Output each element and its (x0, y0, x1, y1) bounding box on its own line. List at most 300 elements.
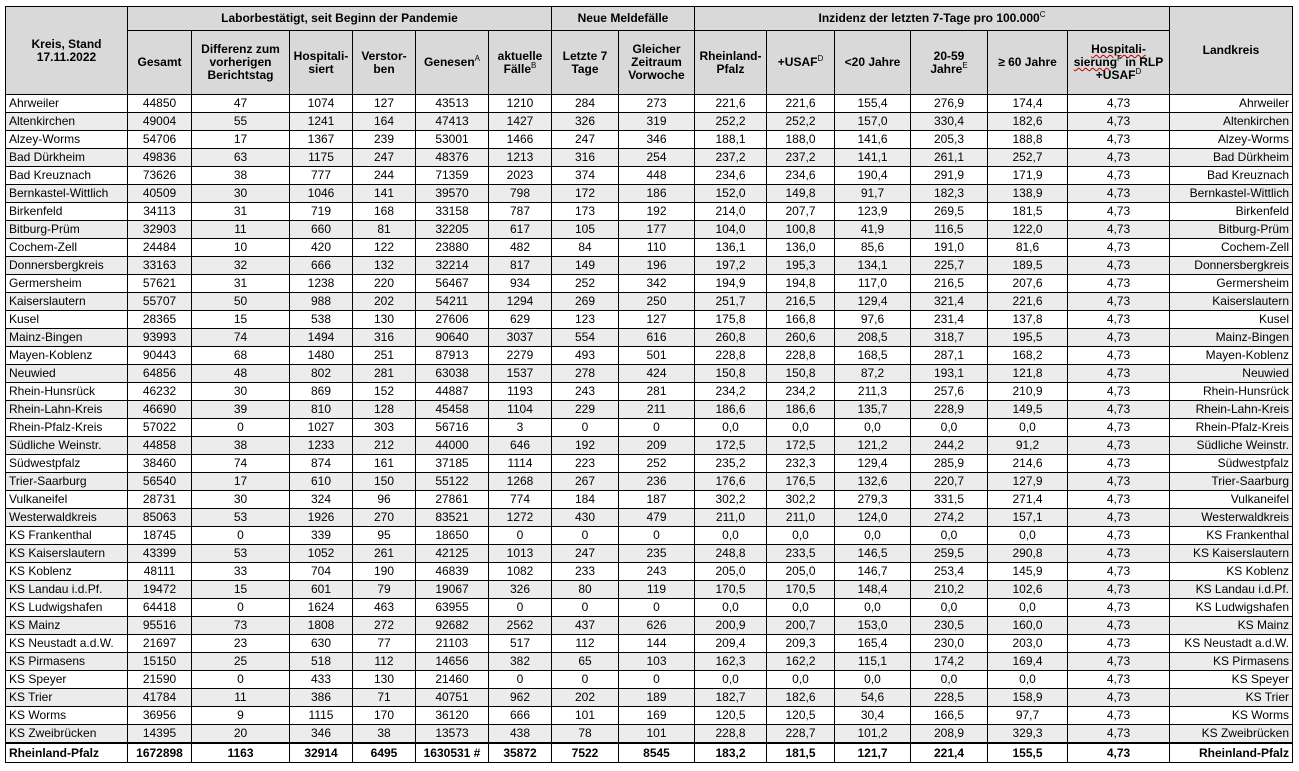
genesen-cell: 43513 (416, 95, 489, 113)
ab-60-cell: 0,0 (988, 419, 1068, 437)
neu-group-header: Neue Meldefälle (552, 7, 695, 31)
hospitalisierung-rate-cell: 4,73 (1068, 671, 1170, 689)
differenz-header: Differenz zum vorherigen Berichtstag (192, 31, 290, 95)
letzte-7-tage-cell: 269 (552, 293, 619, 311)
20-59-cell: 174,2 (911, 653, 988, 671)
unter-20-cell: 0,0 (835, 419, 911, 437)
verstorben-cell: 202 (353, 293, 416, 311)
20-59-cell: 330,4 (911, 113, 988, 131)
letzte-7-tage-cell: 554 (552, 329, 619, 347)
ab-60-cell: 207,6 (988, 275, 1068, 293)
gesamt-cell: 34113 (128, 203, 192, 221)
kreis-cell: Bernkastel-Wittlich (6, 185, 128, 203)
letzte-7-tage-cell: 326 (552, 113, 619, 131)
rlp-inzidenz-cell: 0,0 (695, 599, 767, 617)
letzte-7-tage-cell: 173 (552, 203, 619, 221)
total-hospitalisiert-cell: 32914 (290, 743, 353, 763)
differenz-cell: 17 (192, 473, 290, 491)
kreis-cell: KS Ludwigshafen (6, 599, 128, 617)
gleicher-zeitraum-cell: 281 (619, 383, 695, 401)
table-row (6, 401, 1293, 419)
20-59-cell: 0,0 (911, 419, 988, 437)
letzte-7-tage-cell: 184 (552, 491, 619, 509)
ab-60-cell: 195,5 (988, 329, 1068, 347)
hospitalisiert-cell: 1046 (290, 185, 353, 203)
landkreis-cell: Altenkirchen (1170, 113, 1293, 131)
landkreis-cell: Kusel (1170, 311, 1293, 329)
landkreis-cell: Südwestpfalz (1170, 455, 1293, 473)
differenz-cell: 48 (192, 365, 290, 383)
rlp-inzidenz-cell: 197,2 (695, 257, 767, 275)
gesamt-cell: 56540 (128, 473, 192, 491)
gleicher-zeitraum-cell: 209 (619, 437, 695, 455)
20-59-cell: 228,5 (911, 689, 988, 707)
gleicher-zeitraum-cell: 110 (619, 239, 695, 257)
differenz-cell: 0 (192, 671, 290, 689)
letzte-7-tage-cell: 0 (552, 527, 619, 545)
unter-20-cell: 0,0 (835, 599, 911, 617)
hospitalisierung-rate-cell: 4,73 (1068, 275, 1170, 293)
verstorben-cell: 168 (353, 203, 416, 221)
table-row (6, 365, 1293, 383)
table-row (6, 311, 1293, 329)
verstorben-cell: 272 (353, 617, 416, 635)
verstorben-cell: 261 (353, 545, 416, 563)
letzte-7-tage-cell: 243 (552, 383, 619, 401)
hospitalisierung-rate-cell: 4,73 (1068, 293, 1170, 311)
landkreis-cell: KS Koblenz (1170, 563, 1293, 581)
ab-60-cell: 91,2 (988, 437, 1068, 455)
ab-60-cell: 171,9 (988, 167, 1068, 185)
letzte-7-tage-cell: 493 (552, 347, 619, 365)
gesamt-cell: 28365 (128, 311, 192, 329)
kreis-cell: Bad Kreuznach (6, 167, 128, 185)
differenz-cell: 31 (192, 203, 290, 221)
landkreis-cell: Bitburg-Prüm (1170, 221, 1293, 239)
hospitalisiert-cell: 988 (290, 293, 353, 311)
rlp-inzidenz-cell: 237,2 (695, 149, 767, 167)
total-hospitalisierung-rate-cell: 4,73 (1068, 743, 1170, 763)
ab-60-cell: 145,9 (988, 563, 1068, 581)
hospitalisiert-cell: 538 (290, 311, 353, 329)
genesen-cell: 63038 (416, 365, 489, 383)
20-59-cell: 193,1 (911, 365, 988, 383)
letzte-7-tage-cell: 252 (552, 275, 619, 293)
unter-20-cell: 97,6 (835, 311, 911, 329)
genesen-cell: 56716 (416, 419, 489, 437)
table-row (6, 347, 1293, 365)
kreis-cell: Germersheim (6, 275, 128, 293)
differenz-cell: 50 (192, 293, 290, 311)
gleicher-zeitraum-cell: 0 (619, 599, 695, 617)
letzte-7-tage-cell: 374 (552, 167, 619, 185)
gesamt-cell: 85063 (128, 509, 192, 527)
unter-20-cell: 30,4 (835, 707, 911, 725)
genesen-cell: 19067 (416, 581, 489, 599)
usaf-cell: 162,2 (767, 653, 835, 671)
gesamt-cell: 95516 (128, 617, 192, 635)
differenz-cell: 74 (192, 455, 290, 473)
gesamt-cell: 19472 (128, 581, 192, 599)
hospitalisierung-rate-cell: 4,73 (1068, 131, 1170, 149)
20-59-cell: 291,9 (911, 167, 988, 185)
20-59-cell: 259,5 (911, 545, 988, 563)
differenz-cell: 0 (192, 419, 290, 437)
usaf-cell: 120,5 (767, 707, 835, 725)
hospitalisierung-rate-cell: 4,73 (1068, 329, 1170, 347)
genesen-cell: 23880 (416, 239, 489, 257)
20-59-cell: 253,4 (911, 563, 988, 581)
hospitalisiert-cell: 777 (290, 167, 353, 185)
letzte-7-tage-cell: 78 (552, 725, 619, 744)
usaf-cell: 232,3 (767, 455, 835, 473)
usaf-cell: 100,8 (767, 221, 835, 239)
differenz-cell: 10 (192, 239, 290, 257)
total-differenz-cell: 1163 (192, 743, 290, 763)
letzte-7-tage-cell: 247 (552, 545, 619, 563)
rlp-inzidenz-cell: 175,8 (695, 311, 767, 329)
ab-60-cell: 329,3 (988, 725, 1068, 744)
total-gesamt-cell: 1672898 (128, 743, 192, 763)
rlp-inzidenz-cell: 200,9 (695, 617, 767, 635)
gesamt-cell: 57621 (128, 275, 192, 293)
unter-20-cell: 0,0 (835, 527, 911, 545)
genesen-cell: 83521 (416, 509, 489, 527)
hospitalisierung-rate-cell: 4,73 (1068, 221, 1170, 239)
table-row (6, 707, 1293, 725)
hospitalisiert-cell: 630 (290, 635, 353, 653)
gesamt-cell: 21697 (128, 635, 192, 653)
verstorben-cell: 244 (353, 167, 416, 185)
unter-20-cell: 141,1 (835, 149, 911, 167)
unter-20-cell: 124,0 (835, 509, 911, 527)
gleicher-zeitraum-cell: 501 (619, 347, 695, 365)
usaf-cell: 234,6 (767, 167, 835, 185)
genesen-cell: 48376 (416, 149, 489, 167)
verstorben-cell: 141 (353, 185, 416, 203)
usaf-cell: 228,8 (767, 347, 835, 365)
unter-20-cell: 121,2 (835, 437, 911, 455)
unter-20-header: <20 Jahre (835, 31, 911, 95)
differenz-cell: 73 (192, 617, 290, 635)
gleicher-zeitraum-cell: 119 (619, 581, 695, 599)
unter-20-cell: 129,4 (835, 455, 911, 473)
total-row (6, 743, 1293, 763)
verstorben-cell: 463 (353, 599, 416, 617)
unter-20-cell: 279,3 (835, 491, 911, 509)
hospitalisierung-rate-cell: 4,73 (1068, 239, 1170, 257)
hospitalisierung-rate-cell: 4,73 (1068, 653, 1170, 671)
landkreis-cell: Trier-Saarburg (1170, 473, 1293, 491)
genesen-cell: 37185 (416, 455, 489, 473)
genesen-cell: 71359 (416, 167, 489, 185)
kreis-cell: KS Neustadt a.d.W. (6, 635, 128, 653)
rlp-inzidenz-cell: 170,5 (695, 581, 767, 599)
gesamt-cell: 41784 (128, 689, 192, 707)
aktuelle-faelle-cell: 1272 (489, 509, 552, 527)
aktuelle-faelle-cell: 3 (489, 419, 552, 437)
table-row (6, 329, 1293, 347)
landkreis-cell: KS Landau i.d.Pf. (1170, 581, 1293, 599)
hospitalisierung-rate-cell: 4,73 (1068, 95, 1170, 113)
rlp-inzidenz-cell: 214,0 (695, 203, 767, 221)
genesen-cell: 54211 (416, 293, 489, 311)
20-59-cell: 216,5 (911, 275, 988, 293)
genesen-cell: 21460 (416, 671, 489, 689)
usaf-cell: 136,0 (767, 239, 835, 257)
kreis-cell: KS Zweibrücken (6, 725, 128, 744)
total-kreis-cell: Rheinland-Pfalz (6, 743, 128, 763)
verstorben-cell: 164 (353, 113, 416, 131)
table-row (6, 527, 1293, 545)
gleicher-zeitraum-cell: 236 (619, 473, 695, 491)
ab-60-cell: 182,6 (988, 113, 1068, 131)
differenz-cell: 47 (192, 95, 290, 113)
gleicher-zeitraum-cell: 235 (619, 545, 695, 563)
aktuelle-faelle-cell: 934 (489, 275, 552, 293)
hospitalisierung-rate-cell: 4,73 (1068, 437, 1170, 455)
hospitalisierung-rate-cell: 4,73 (1068, 257, 1170, 275)
gleicher-zeitraum-cell: 346 (619, 131, 695, 149)
ab-60-cell: 168,2 (988, 347, 1068, 365)
usaf-cell: 0,0 (767, 671, 835, 689)
differenz-cell: 17 (192, 131, 290, 149)
table-row (6, 275, 1293, 293)
aktuelle-faelle-cell: 1294 (489, 293, 552, 311)
verstorben-cell: 251 (353, 347, 416, 365)
hospitalisiert-cell: 1238 (290, 275, 353, 293)
rlp-inzidenz-cell: 0,0 (695, 671, 767, 689)
hospitalisierung-rate-cell: 4,73 (1068, 203, 1170, 221)
gesamt-cell: 36956 (128, 707, 192, 725)
letzte-7-tage-cell: 247 (552, 131, 619, 149)
table-row (6, 185, 1293, 203)
letzte-7-tage-cell: 101 (552, 707, 619, 725)
usaf-cell: 233,5 (767, 545, 835, 563)
20-59-cell: 287,1 (911, 347, 988, 365)
unter-20-cell: 123,9 (835, 203, 911, 221)
landkreis-cell: KS Frankenthal (1170, 527, 1293, 545)
ab-60-cell: 137,8 (988, 311, 1068, 329)
hospitalisierung-rate-cell: 4,73 (1068, 509, 1170, 527)
hospitalisiert-cell: 660 (290, 221, 353, 239)
verstorben-cell: 81 (353, 221, 416, 239)
table-row (6, 149, 1293, 167)
differenz-cell: 15 (192, 581, 290, 599)
kreis-cell: Vulkaneifel (6, 491, 128, 509)
unter-20-cell: 129,4 (835, 293, 911, 311)
letzte-7-tage-cell: 284 (552, 95, 619, 113)
gesamt-cell: 33163 (128, 257, 192, 275)
20-59-cell: 225,7 (911, 257, 988, 275)
genesen-cell: 27606 (416, 311, 489, 329)
gleicher-zeitraum-cell: 187 (619, 491, 695, 509)
unter-20-cell: 153,0 (835, 617, 911, 635)
kreis-cell: Kaiserslautern (6, 293, 128, 311)
kreis-cell: Donnersbergkreis (6, 257, 128, 275)
differenz-cell: 38 (192, 167, 290, 185)
gleicher-zeitraum-cell: 243 (619, 563, 695, 581)
verstorben-cell: 132 (353, 257, 416, 275)
landkreis-cell: Birkenfeld (1170, 203, 1293, 221)
usaf-cell: 0,0 (767, 527, 835, 545)
differenz-cell: 53 (192, 509, 290, 527)
differenz-cell: 38 (192, 437, 290, 455)
gleicher-zeitraum-cell: 169 (619, 707, 695, 725)
rlp-inzidenz-cell: 211,0 (695, 509, 767, 527)
ab-60-header: ≥ 60 Jahre (988, 31, 1068, 95)
unter-20-cell: 208,5 (835, 329, 911, 347)
total-letzte-7-tage-cell: 7522 (552, 743, 619, 763)
aktuelle-faelle-cell: 1466 (489, 131, 552, 149)
gesamt-cell: 24484 (128, 239, 192, 257)
rlp-inzidenz-cell: 162,3 (695, 653, 767, 671)
aktuelle-faelle-cell: 1104 (489, 401, 552, 419)
kreis-cell: KS Trier (6, 689, 128, 707)
usaf-cell: 172,5 (767, 437, 835, 455)
letzte-7-tage-cell: 430 (552, 509, 619, 527)
unter-20-cell: 165,4 (835, 635, 911, 653)
unter-20-cell: 155,4 (835, 95, 911, 113)
hospitalisierung-rate-cell: 4,73 (1068, 725, 1170, 744)
rlp-inzidenz-cell: 209,4 (695, 635, 767, 653)
landkreis-cell: KS Speyer (1170, 671, 1293, 689)
total-20-59-cell: 221,4 (911, 743, 988, 763)
hospitalisierung-rate-cell: 4,73 (1068, 689, 1170, 707)
hospitalisiert-cell: 1027 (290, 419, 353, 437)
aktuelle-faelle-cell: 629 (489, 311, 552, 329)
genesen-cell: 39570 (416, 185, 489, 203)
differenz-cell: 39 (192, 401, 290, 419)
aktuelle-faelle-cell: 798 (489, 185, 552, 203)
letzte-7-tage-cell: 233 (552, 563, 619, 581)
20-59-cell: 220,7 (911, 473, 988, 491)
landkreis-cell: KS Mainz (1170, 617, 1293, 635)
hospitalisiert-cell: 1494 (290, 329, 353, 347)
hospitalisiert-cell: 1233 (290, 437, 353, 455)
letzte-7-tage-cell: 172 (552, 185, 619, 203)
usaf-cell: 234,2 (767, 383, 835, 401)
gesamt-cell: 15150 (128, 653, 192, 671)
gesamt-cell: 18745 (128, 527, 192, 545)
gleicher-zeitraum-cell: 0 (619, 527, 695, 545)
aktuelle-faelle-cell: 0 (489, 671, 552, 689)
genesen-cell: 63955 (416, 599, 489, 617)
ab-60-cell: 221,6 (988, 293, 1068, 311)
20-59-cell: 269,5 (911, 203, 988, 221)
aktuelle-faelle-cell: 617 (489, 221, 552, 239)
letzte-7-tage-cell: 123 (552, 311, 619, 329)
unter-20-cell: 146,5 (835, 545, 911, 563)
20-59-header: 20-59 Jahre$^E$ (911, 31, 988, 95)
kreis-cell: Bitburg-Prüm (6, 221, 128, 239)
usaf-cell: 176,5 (767, 473, 835, 491)
aktuelle-faelle-cell: 817 (489, 257, 552, 275)
verstorben-cell: 220 (353, 275, 416, 293)
genesen-cell: 32205 (416, 221, 489, 239)
unter-20-cell: 41,9 (835, 221, 911, 239)
differenz-cell: 30 (192, 383, 290, 401)
gleicher-zeitraum-cell: 250 (619, 293, 695, 311)
gleicher-zeitraum-cell: 196 (619, 257, 695, 275)
rlp-inzidenz-cell: 120,5 (695, 707, 767, 725)
landkreis-cell: KS Trier (1170, 689, 1293, 707)
hospitalisierung-rate-cell: 4,73 (1068, 599, 1170, 617)
gesamt-cell: 57022 (128, 419, 192, 437)
hospitalisiert-cell: 1115 (290, 707, 353, 725)
hospitalisierung-rate-header: Hospitali-sierung$^F$ in RLP $+USAF^D$ (1068, 31, 1170, 95)
verstorben-cell: 270 (353, 509, 416, 527)
ab-60-cell: 214,6 (988, 455, 1068, 473)
aktuelle-faelle-cell: 666 (489, 707, 552, 725)
20-59-cell: 228,9 (911, 401, 988, 419)
hospitalisiert-cell: 874 (290, 455, 353, 473)
hospitalisierung-rate-cell: 4,73 (1068, 149, 1170, 167)
usaf-header: $+USAF^D$ (767, 31, 835, 95)
table-row (6, 131, 1293, 149)
gesamt-cell: 38460 (128, 455, 192, 473)
landkreis-cell: Ahrweiler (1170, 95, 1293, 113)
aktuelle-faelle-cell: 3037 (489, 329, 552, 347)
table-row (6, 725, 1293, 744)
differenz-cell: 32 (192, 257, 290, 275)
hospitalisiert-cell: 1175 (290, 149, 353, 167)
hospitalisierung-rate-cell: 4,73 (1068, 365, 1170, 383)
unter-20-cell: 132,6 (835, 473, 911, 491)
total-ab-60-cell: 155,5 (988, 743, 1068, 763)
verstorben-cell: 247 (353, 149, 416, 167)
table-row (6, 455, 1293, 473)
landkreis-cell: KS Pirmasens (1170, 653, 1293, 671)
usaf-cell: 211,0 (767, 509, 835, 527)
landkreis-cell: Mayen-Koblenz (1170, 347, 1293, 365)
hospitalisiert-cell: 518 (290, 653, 353, 671)
aktuelle-faelle-cell: 482 (489, 239, 552, 257)
aktuelle-faelle-cell: 1537 (489, 365, 552, 383)
gesamt-cell: 55707 (128, 293, 192, 311)
aktuelle-faelle-cell: 1114 (489, 455, 552, 473)
gesamt-cell: 44850 (128, 95, 192, 113)
gleicher-zeitraum-cell: 479 (619, 509, 695, 527)
ab-60-cell: 0,0 (988, 671, 1068, 689)
ab-60-cell: 127,9 (988, 473, 1068, 491)
20-59-cell: 244,2 (911, 437, 988, 455)
ab-60-cell: 181,5 (988, 203, 1068, 221)
ab-60-cell: 290,8 (988, 545, 1068, 563)
landkreis-cell: KS Zweibrücken (1170, 725, 1293, 744)
differenz-cell: 9 (192, 707, 290, 725)
gesamt-cell: 73626 (128, 167, 192, 185)
table-row (6, 257, 1293, 275)
usaf-cell: 150,8 (767, 365, 835, 383)
differenz-cell: 0 (192, 527, 290, 545)
hospitalisiert-cell: 719 (290, 203, 353, 221)
differenz-cell: 68 (192, 347, 290, 365)
usaf-cell: 182,6 (767, 689, 835, 707)
ab-60-cell: 97,7 (988, 707, 1068, 725)
ab-60-cell: 102,6 (988, 581, 1068, 599)
gleicher-zeitraum-cell: 626 (619, 617, 695, 635)
gleicher-zeitraum-cell: 144 (619, 635, 695, 653)
genesen-cell: 42125 (416, 545, 489, 563)
kreis-cell: Alzey-Worms (6, 131, 128, 149)
hospitalisiert-cell: 810 (290, 401, 353, 419)
total-rlp-inzidenz-cell: 183,2 (695, 743, 767, 763)
letzte-7-tage-cell: 149 (552, 257, 619, 275)
gleicher-zeitraum-cell: 186 (619, 185, 695, 203)
gleicher-zeitraum-cell: 342 (619, 275, 695, 293)
differenz-cell: 20 (192, 725, 290, 744)
